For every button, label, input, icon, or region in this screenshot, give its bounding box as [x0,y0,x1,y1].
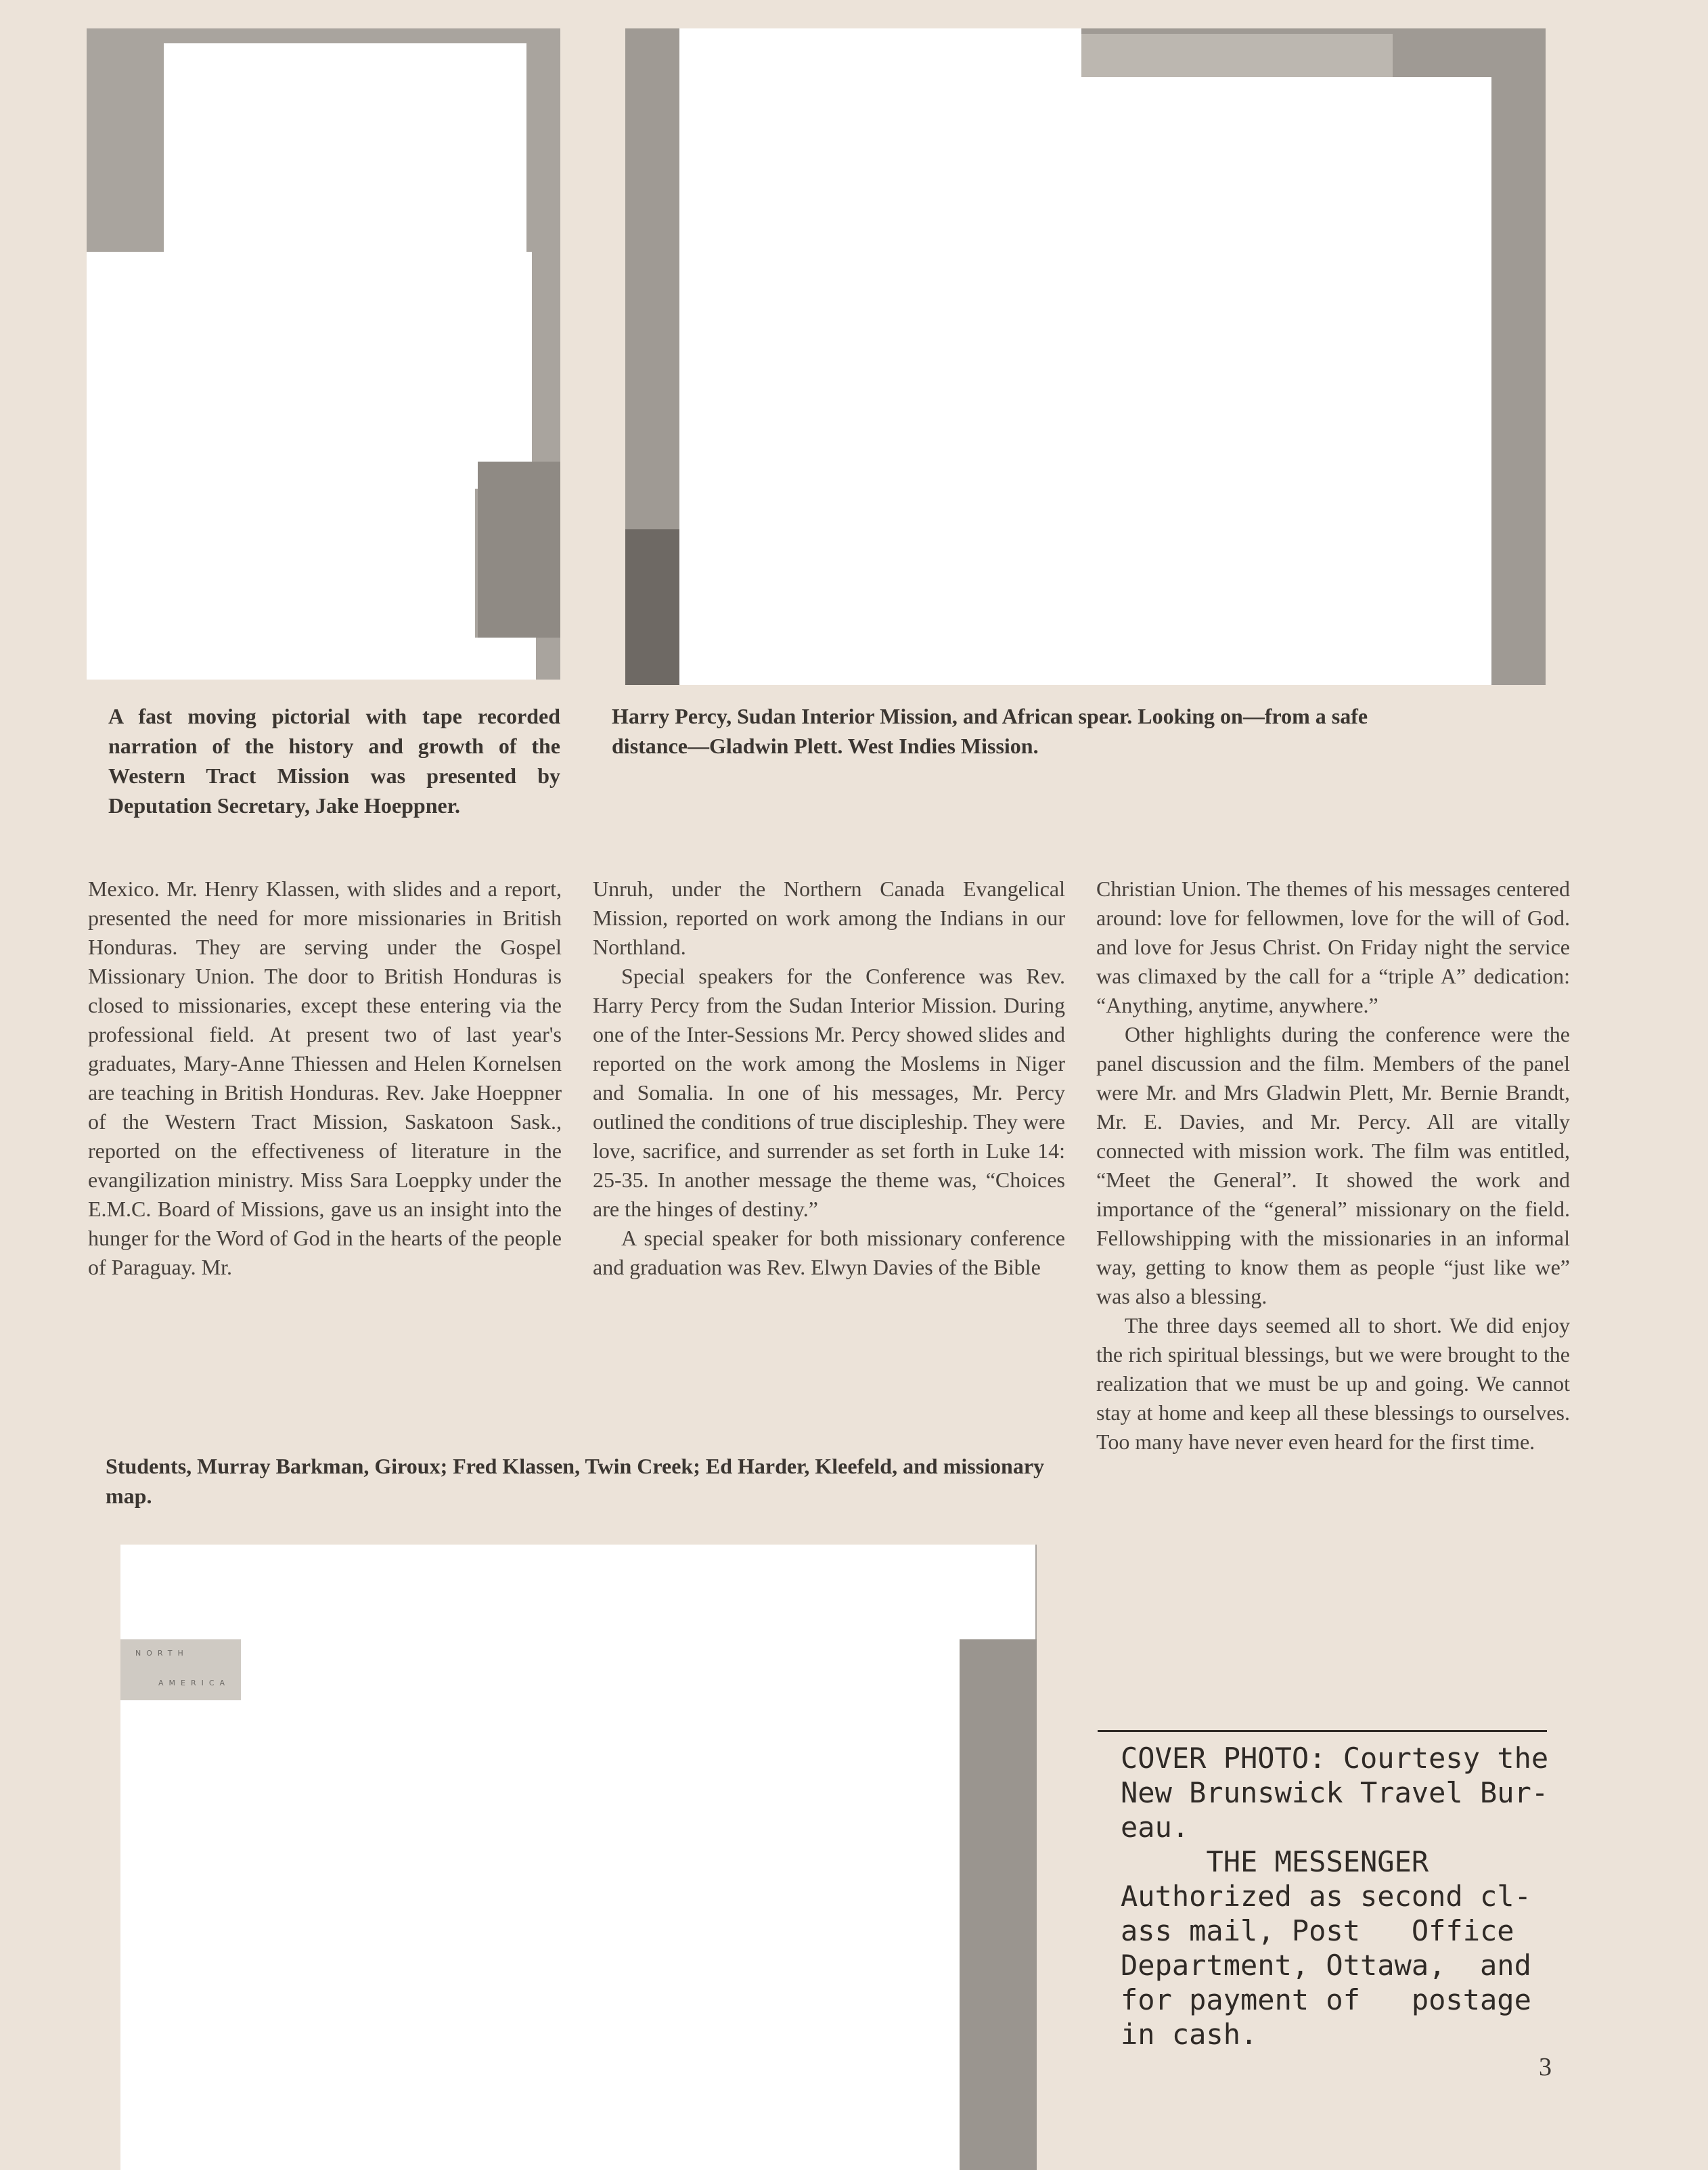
article-paragraph: Unruh, under the Northern Canada Evangelical Mission, reported on work among the Indians in our Northland. [593,877,1065,959]
notice-line: THE MESSENGER [1121,1845,1429,1878]
caption-percy: Harry Percy, Sudan Interior Mission, and African spear. Looking on—from a safe distance—Gladwin Plett. West Indies Mission. [612,704,1368,758]
notice-line: in cash. [1121,2018,1258,2051]
article-paragraph: A special speaker for both missionary conference and graduation was Rev. Elwyn Davies of the Bible [593,1226,1065,1279]
article-paragraph: Other highlights during the conference were the panel discussion and the film. Members of the panel were Mr. and Mrs Gladwin Plett, Mr. Bernie Brandt, Mr. E. Davies, and Mr. Percy. All are vitally connected with mission work. The film was entitled, “Meet the General”. It showed the work and importance of the “general” missionary on the field. Fellowshipping with the missionaries in an informal way, getting to know them as people “just like we” was also a blessing. [1096,1022,1570,1308]
article-paragraph: Mexico. Mr. Henry Klassen, with slides and a report, presented the need for more missionaries in British Honduras. They are serving under the Gospel Missionary Union. The door to British Honduras is closed to missionaries, except these entering via the professional field. At present two of last year's graduates, Mary-Anne Thiessen and Helen Kornelsen are teaching in British Honduras. Rev. Jake Hoeppner of the Western Tract Mission, Saskatoon Sask., reported on the effectiveness of literature in the evangilization ministry. Miss Sara Loeppky under the E.M.C. Board of Missions, gave us an insight into the hunger for the Word of God in the hearts of the people of Paraguay. Mr. [88,877,562,1279]
caption-students: Students, Murray Barkman, Giroux; Fred Klassen, Twin Creek; Ed Harder, Kleefeld, and missionary map. [106,1454,1045,1508]
notice-line: eau. [1121,1811,1190,1844]
page-number: 3 [1539,2053,1552,2081]
notice-line: for payment of postage [1121,1983,1531,2016]
notice-line: ass mail, Post Office [1121,1914,1514,1947]
article-paragraph: The three days seemed all to short. We did enjoy the rich spiritual blessings, but we were brought to the realization that we must be up and going. We cannot stay at home and keep all these blessings to ourselves. Too many have never even heard for the first time. [1096,1313,1570,1454]
article-column-3 [1096,874,1570,1457]
article-paragraph: Christian Union. The themes of his messages centered around: love for fellowmen, love for the will of God. and love for Jesus Christ. On Friday night the service was climaxed by the call for a “triple A” dedication: “Anything, anytime, anywhere.” [1096,877,1570,1017]
notice-line: COVER PHOTO: Courtesy the [1121,1742,1549,1775]
notice-divider [1098,1730,1547,1732]
map-label-america: AMERICA [158,1679,231,1687]
article-paragraph: Special speakers for the Conference was Rev. Harry Percy from the Sudan Interior Mission. During one of the Inter-Sessions Mr. Percy showed slides and reported on the work among the Moslems in Niger and Somalia. In one of his messages, Mr. Percy outlined the conditions of true discipleship. They were love, sacrifice, and surrender as set forth in Luke 14: 25-35. In another message the theme was, “Choices are the hinges of destiny.” [593,964,1065,1221]
notice-line: New Brunswick Travel Bur- [1121,1776,1549,1809]
article-column-2 [593,874,1065,1282]
notice-line: Department, Ottawa, and [1121,1949,1531,1982]
article-column-1 [88,874,562,1282]
photo-students-map [120,1545,1037,2170]
caption-pictorial: A fast moving pictorial with tape recorded narration of the history and growth of the Western Tract Mission was presented by Deputation Secretary, Jake Hoeppner. [108,704,560,818]
publication-notice [1121,1741,1554,2052]
photo-percy-spear [625,28,1546,685]
map-label-north: NORTH [135,1649,189,1658]
notice-line: Authorized as second cl- [1121,1880,1531,1913]
photo-pictorial-narration [87,28,560,680]
